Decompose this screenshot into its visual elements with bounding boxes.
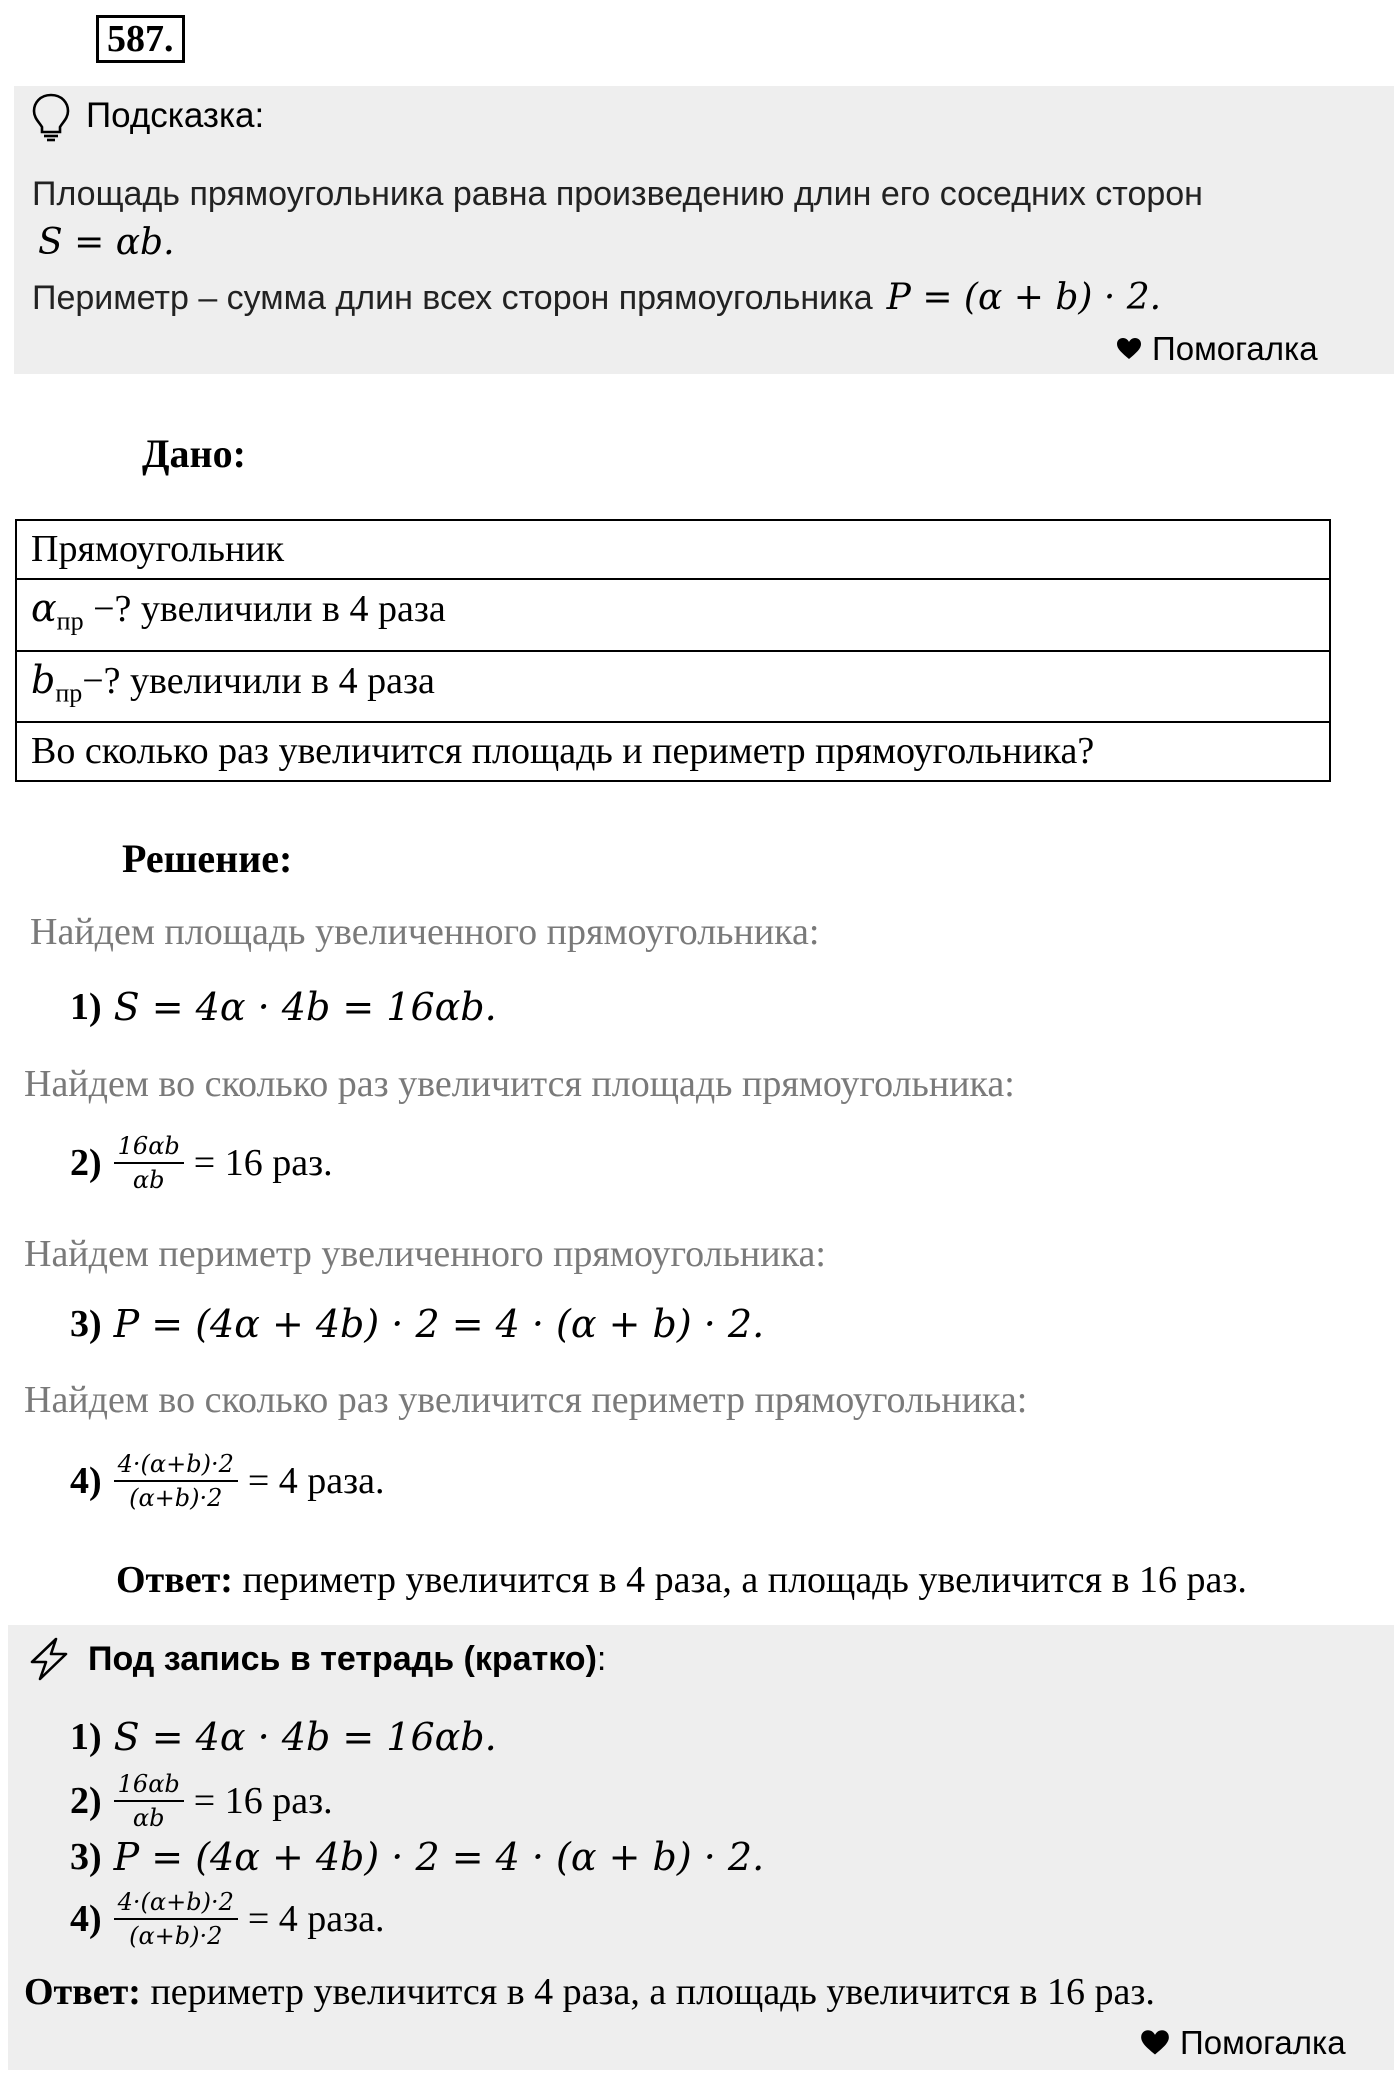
given-heading: Дано: <box>142 431 246 476</box>
solution-comment-2: Найдем во сколько раз увеличится площадь прямоугольника: <box>24 1063 1015 1105</box>
fraction-denominator: (α+b)·2 <box>129 1484 223 1512</box>
answer-label: Ответ: <box>24 1971 141 2013</box>
step-number: 3) <box>70 1303 102 1345</box>
step-number: 2) <box>70 1142 102 1184</box>
solution-step-4 <box>70 1450 385 1512</box>
step-number: 4) <box>70 1460 102 1502</box>
solution-comment-1: Найдем площадь увеличенного прямоугольника: <box>30 911 820 953</box>
given-subscript: пр <box>56 606 84 636</box>
answer-text: периметр увеличится в 4 раза, а площадь увеличится в 16 раз. <box>232 1559 1247 1601</box>
step-result: = 16 раз. <box>193 1142 333 1184</box>
notes-answer <box>24 1970 1155 2014</box>
notes-title-text: Под запись в тетрадь (кратко) <box>88 1640 597 1678</box>
fraction-numerator: 16αb <box>114 1770 184 1802</box>
given-row <box>16 520 1330 579</box>
solution-step-1 <box>70 985 497 1029</box>
heart-icon <box>1116 337 1142 361</box>
step-result: = 4 раза. <box>247 1898 385 1940</box>
step-number: 4) <box>70 1898 102 1940</box>
brand-label-top <box>1116 330 1318 368</box>
fraction <box>114 1450 238 1512</box>
heart-icon <box>1140 2029 1170 2057</box>
task-number: 587. <box>96 15 185 63</box>
step-number: 3) <box>70 1836 102 1878</box>
notes-step-3 <box>70 1835 764 1879</box>
fraction-denominator: (α+b)·2 <box>129 1922 223 1950</box>
notes-step-4 <box>70 1888 385 1950</box>
fraction <box>114 1888 238 1950</box>
fraction-numerator: 4·(α+b)·2 <box>114 1888 238 1920</box>
notes-step-2 <box>70 1770 333 1832</box>
fraction-denominator: αb <box>132 1804 165 1832</box>
given-cell <box>16 722 1330 781</box>
lightbulb-icon <box>30 92 72 142</box>
hint-line-perimeter-definition <box>32 277 1161 318</box>
solution-comment-4: Найдем во сколько раз увеличится периметр прямоугольника: <box>24 1379 1028 1421</box>
step-formula: S = 4α · 4b = 16αb. <box>113 1715 497 1759</box>
step-number: 1) <box>70 986 102 1028</box>
fraction-numerator: 16αb <box>114 1132 184 1164</box>
given-text: Во сколько раз увеличится площадь и периметр прямоугольника? <box>31 730 1095 773</box>
answer-label: Ответ: <box>116 1559 233 1601</box>
given-subscript: пр <box>55 678 83 708</box>
hint-area-formula: S = αb. <box>38 222 175 263</box>
hint-perimeter-text: Периметр – сумма длин всех сторон прямоугольника <box>32 279 873 317</box>
notes-title <box>88 1640 606 1679</box>
fraction-numerator: 4·(α+b)·2 <box>114 1450 238 1482</box>
notes-title-colon: : <box>596 1640 607 1678</box>
given-text: −? увеличили в 4 раза <box>82 659 435 702</box>
brand-label-bottom <box>1140 2024 1346 2062</box>
given-text: Прямоугольник <box>31 528 285 570</box>
step-number: 1) <box>70 1716 102 1758</box>
step-formula: P = (4α + 4b) · 2 = 4 · (α + b) · 2. <box>113 1835 765 1879</box>
given-table <box>15 519 1331 782</box>
given-symbol: α <box>31 586 57 630</box>
solution-step-3 <box>70 1302 764 1346</box>
step-result: = 4 раза. <box>247 1460 385 1502</box>
given-row <box>16 651 1330 723</box>
hint-perimeter-formula: P = (α + b) · 2. <box>886 277 1162 318</box>
solution-answer <box>116 1558 1247 1602</box>
fraction <box>114 1132 184 1194</box>
given-cell <box>16 520 1330 579</box>
given-row <box>16 722 1330 781</box>
fraction-denominator: αb <box>132 1166 165 1194</box>
given-symbol: b <box>31 657 56 702</box>
given-text: −? увеличили в 4 раза <box>83 588 446 630</box>
notes-step-1 <box>70 1715 497 1759</box>
answer-text: периметр увеличится в 4 раза, а площадь увеличится в 16 раз. <box>140 1971 1155 2013</box>
brand-name: Помогалка <box>1180 2024 1346 2061</box>
given-cell <box>16 651 1330 723</box>
step-number: 2) <box>70 1780 102 1822</box>
solution-heading: Решение: <box>122 836 293 881</box>
given-cell <box>16 579 1330 651</box>
step-formula: P = (4α + 4b) · 2 = 4 · (α + b) · 2. <box>113 1302 765 1346</box>
given-row <box>16 579 1330 651</box>
brand-name: Помогалка <box>1152 330 1318 367</box>
solution-step-2 <box>70 1132 333 1194</box>
hint-title: Подсказка: <box>86 96 265 135</box>
fraction <box>114 1770 184 1832</box>
step-result: = 16 раз. <box>193 1780 333 1822</box>
solution-comment-3: Найдем периметр увеличенного прямоугольника: <box>24 1233 826 1275</box>
lightning-icon <box>26 1636 72 1682</box>
hint-line-area-definition: Площадь прямоугольника равна произведению длин его соседних сторон <box>32 175 1203 213</box>
step-formula: S = 4α · 4b = 16αb. <box>113 985 497 1029</box>
